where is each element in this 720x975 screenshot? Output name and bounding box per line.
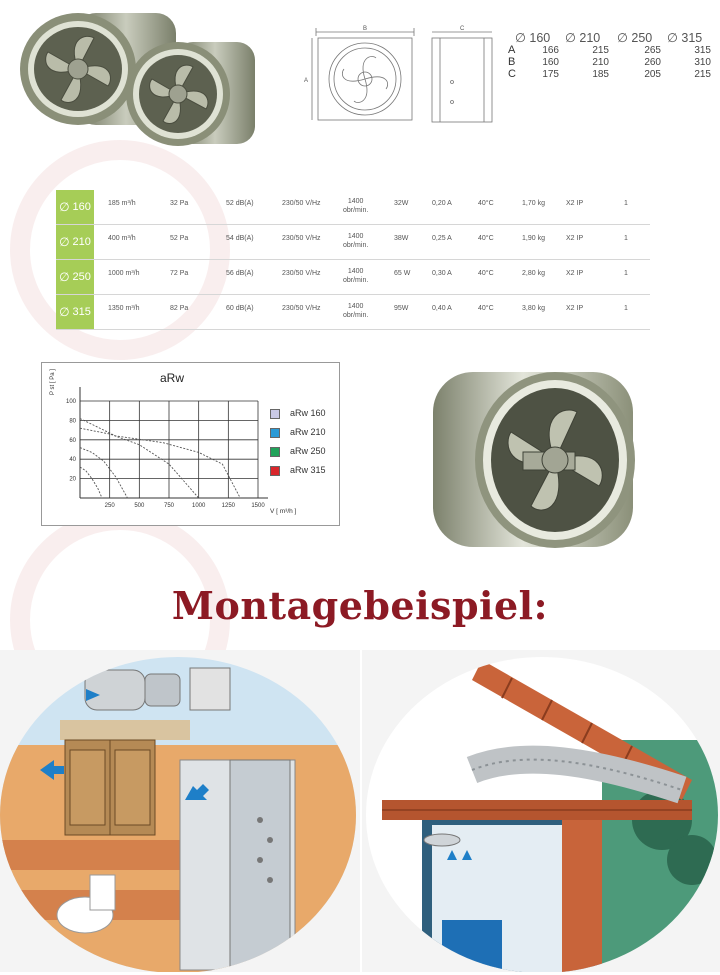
spec-cell-weight: 1,70 kg — [522, 200, 545, 207]
dim-cell: 160 — [542, 57, 559, 68]
spec-cell-flow: 400 m³/h — [108, 235, 136, 242]
spec-cell-noise: 56 dB(A) — [226, 270, 254, 277]
legend-swatch — [270, 409, 280, 419]
dim-cell: 210 — [592, 57, 609, 68]
dim-row-label-a: A — [508, 44, 516, 56]
attic-installation-illustration — [362, 650, 720, 972]
dim-header-315: ∅ 315 — [667, 31, 703, 45]
chart-x-tick-label: 1500 — [251, 503, 265, 509]
chart-x-axis-label: V [ m³/h ] — [270, 508, 297, 515]
spec-cell-current: 0,40 A — [432, 305, 452, 312]
spec-cell-voltage: 230/50 V/Hz — [282, 305, 321, 312]
spec-cell-flow: 185 m³/h — [108, 200, 136, 207]
performance-chart-svg — [42, 363, 339, 525]
duct-fan-small-photo — [120, 34, 260, 154]
spec-size-label: 315 — [72, 306, 91, 318]
chart-y-tick-label: 60 — [69, 437, 76, 444]
chart-series-line — [80, 419, 240, 499]
fan-technical-drawing — [300, 22, 500, 130]
spec-size-cell — [56, 260, 94, 294]
dim-cell: 215 — [592, 45, 609, 56]
chart-y-tick-label: 100 — [65, 399, 76, 405]
drawing-label-c: C — [460, 26, 465, 32]
spec-cell-current: 0,25 A — [432, 235, 452, 242]
spec-row — [56, 190, 650, 225]
dim-cell: 175 — [542, 69, 559, 80]
spec-cell-noise: 52 dB(A) — [226, 200, 254, 207]
chart-x-tick-label: 250 — [104, 503, 115, 509]
spec-row — [56, 295, 650, 330]
performance-chart — [41, 362, 340, 526]
bathroom-installation-illustration — [0, 650, 360, 972]
spec-cell-qty: 1 — [624, 235, 628, 242]
spec-cell-weight: 1,90 kg — [522, 235, 545, 242]
spec-cell-rpm: 1400 obr/min. — [343, 233, 369, 249]
spec-cell-noise: 60 dB(A) — [226, 305, 254, 312]
spec-cell-weight: 3,80 kg — [522, 305, 545, 312]
chart-x-tick-label: 1000 — [191, 503, 206, 509]
legend-swatch — [270, 447, 280, 457]
installation-example-heading: Montagebeispiel: — [171, 583, 549, 628]
spec-cell-rpm: 1400 obr/min. — [343, 268, 369, 284]
dim-header-160: ∅ 160 — [515, 31, 551, 45]
spec-size-cell — [56, 190, 94, 224]
spec-size-cell — [56, 295, 94, 329]
duct-fan-product-photo — [425, 360, 645, 555]
spec-cell-voltage: 230/50 V/Hz — [282, 235, 321, 242]
spec-cell-flow: 1350 m³/h — [108, 305, 140, 312]
chart-x-tick-label: 500 — [134, 503, 145, 509]
chart-x-tick-label: 750 — [163, 503, 175, 509]
spec-row — [56, 260, 650, 295]
dim-cell: 205 — [644, 69, 661, 80]
spec-cell-rpm: 1400 obr/min. — [343, 303, 369, 319]
dim-cell: 315 — [694, 45, 711, 56]
dim-header-210: ∅ 210 — [565, 31, 601, 45]
spec-cell-pressure: 72 Pa — [170, 270, 189, 277]
spec-cell-power: 38W — [394, 235, 409, 242]
spec-cell-protection: X2 IP — [566, 235, 584, 242]
legend-swatch — [270, 466, 280, 476]
spec-cell-temp: 40°C — [478, 200, 494, 207]
chart-y-tick-label: 20 — [69, 476, 76, 483]
spec-cell-flow: 1000 m³/h — [108, 270, 140, 277]
legend-swatch — [270, 428, 280, 438]
diameter-symbol-icon: ∅ — [59, 270, 70, 284]
legend-label: aRw 250 — [290, 446, 326, 456]
legend-label: aRw 160 — [290, 408, 326, 418]
spec-cell-protection: X2 IP — [566, 200, 584, 207]
spec-cell-qty: 1 — [624, 305, 628, 312]
spec-cell-temp: 40°C — [478, 270, 494, 277]
diameter-symbol-icon: ∅ — [59, 200, 70, 214]
spec-cell-pressure: 52 Pa — [170, 235, 189, 242]
chart-title: aRw — [160, 371, 185, 385]
dim-header-250: ∅ 250 — [617, 31, 653, 45]
spec-cell-power: 65 W — [394, 270, 411, 277]
spec-cell-current: 0,20 A — [432, 200, 452, 207]
spec-cell-protection: X2 IP — [566, 305, 584, 312]
diameter-symbol-icon: ∅ — [59, 235, 70, 249]
spec-table — [56, 190, 650, 330]
spec-size-cell — [56, 225, 94, 259]
spec-size-label: 250 — [72, 271, 91, 283]
chart-y-tick-label: 80 — [69, 418, 76, 425]
spec-cell-weight: 2,80 kg — [522, 270, 545, 277]
chart-y-tick-label: 40 — [69, 457, 76, 464]
diameter-symbol-icon: ∅ — [59, 305, 70, 319]
drawing-label-b: B — [363, 26, 368, 32]
chart-series-line — [80, 448, 128, 498]
spec-cell-noise: 54 dB(A) — [226, 235, 254, 242]
dim-cell: 265 — [644, 45, 661, 56]
spec-cell-rpm: 1400 obr/min. — [343, 198, 369, 214]
dim-cell: 260 — [644, 57, 661, 68]
spec-cell-protection: X2 IP — [566, 270, 584, 277]
spec-cell-pressure: 32 Pa — [170, 200, 189, 207]
spec-cell-temp: 40°C — [478, 305, 494, 312]
dimension-table — [503, 30, 713, 90]
spec-cell-pressure: 82 Pa — [170, 305, 189, 312]
spec-row — [56, 225, 650, 260]
spec-cell-voltage: 230/50 V/Hz — [282, 270, 321, 277]
legend-label: aRw 315 — [290, 465, 326, 475]
legend-label: aRw 210 — [290, 427, 326, 437]
spec-size-label: 210 — [72, 236, 91, 248]
dim-cell: 215 — [694, 69, 711, 80]
spec-cell-qty: 1 — [624, 270, 628, 277]
dim-row-label-b: B — [508, 56, 516, 68]
spec-cell-power: 95W — [394, 305, 409, 312]
spec-cell-power: 32W — [394, 200, 409, 207]
dim-cell: 166 — [542, 45, 559, 56]
spec-cell-voltage: 230/50 V/Hz — [282, 200, 321, 207]
chart-y-axis-label: P st [ Pa ] — [50, 369, 56, 395]
dim-cell: 310 — [694, 57, 711, 68]
spec-cell-current: 0,30 A — [432, 270, 452, 277]
chart-x-tick-label: 1250 — [221, 503, 236, 509]
spec-cell-qty: 1 — [624, 200, 628, 207]
dim-row-label-c: C — [508, 68, 516, 80]
dim-cell: 185 — [592, 69, 609, 80]
spec-cell-temp: 40°C — [478, 235, 494, 242]
chart-series-line — [80, 467, 102, 498]
drawing-label-a: A — [304, 78, 309, 84]
spec-size-label: 160 — [72, 201, 91, 213]
